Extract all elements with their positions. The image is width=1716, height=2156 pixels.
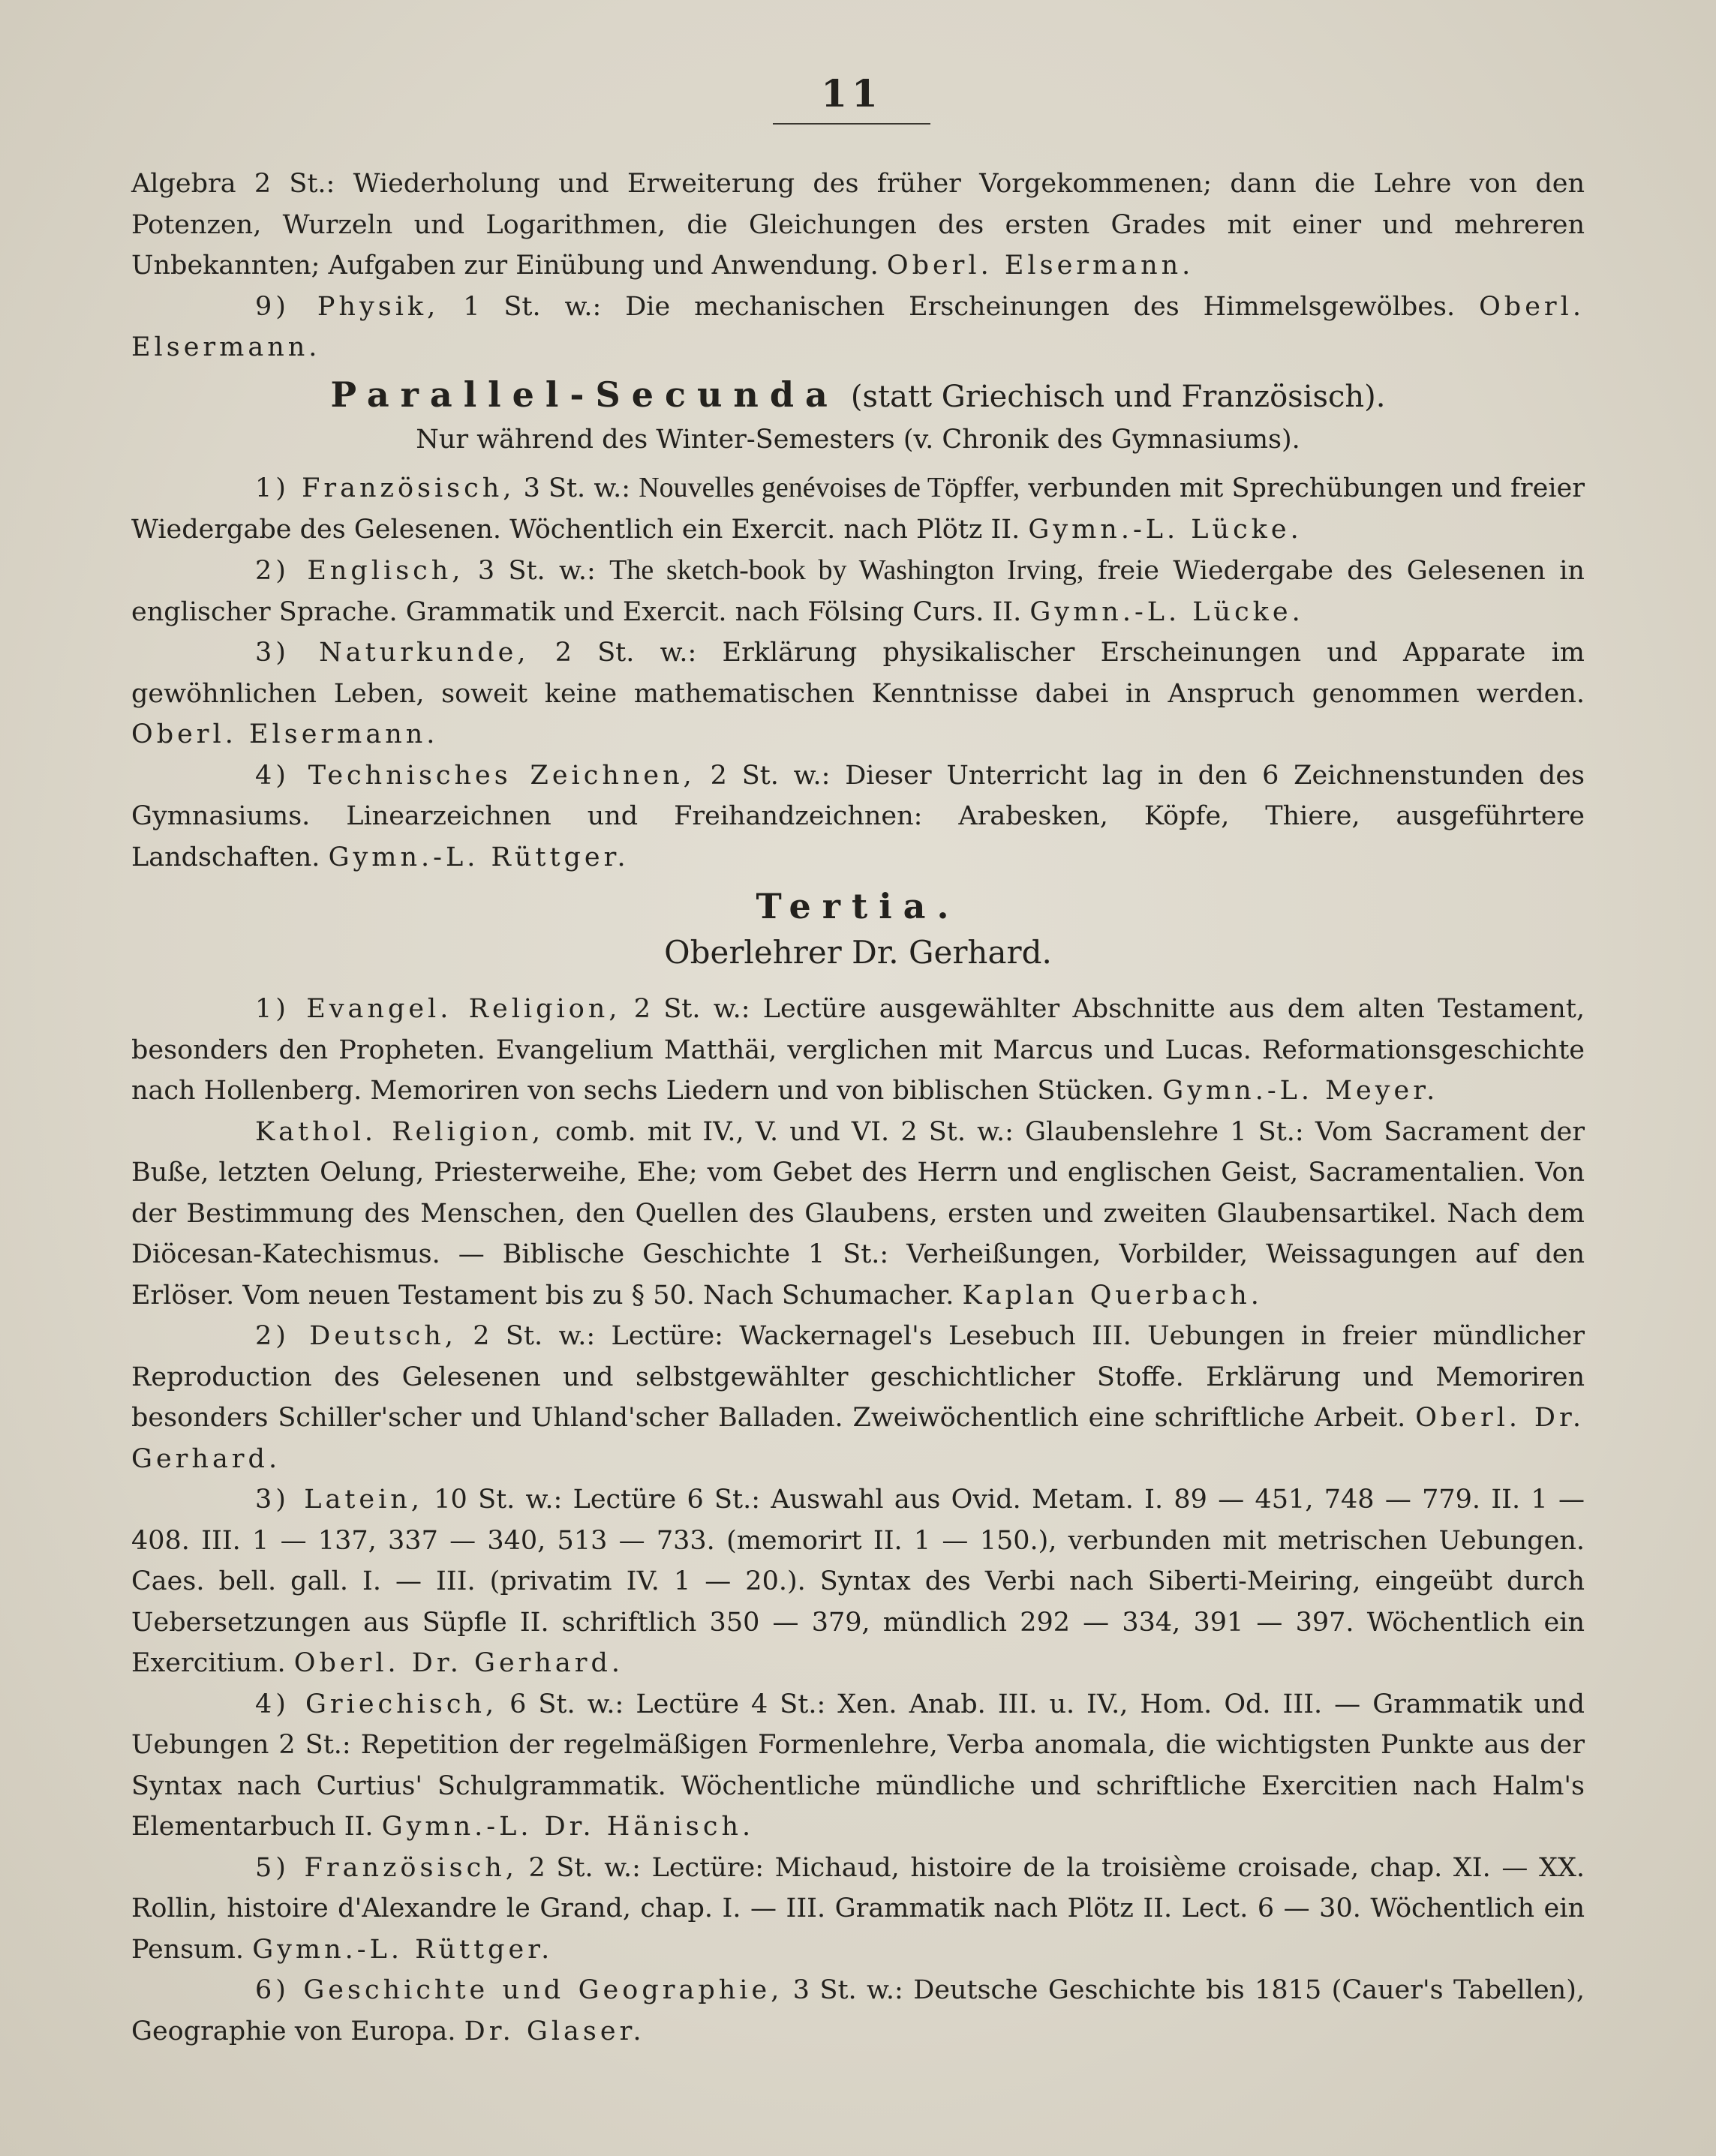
tertia-item-subject: 2) Deutsch, bbox=[255, 1321, 457, 1351]
physik-text: 1 St. w.: Die mechanischen Erscheinungen des Himmelsgewölbes. bbox=[463, 291, 1456, 322]
tertia-subtitle: Oberlehrer Dr. Gerhard. bbox=[664, 934, 1052, 971]
tertia-item-teacher: Gymn.-L. Meyer. bbox=[1162, 1076, 1439, 1106]
ps-item-hours: 2 St. w.: bbox=[710, 760, 831, 791]
tertia-item-subject: 6) Geschichte und Geographie, bbox=[255, 1975, 783, 2005]
tertia-item-subject: 1) Evangel. Religion, bbox=[255, 994, 621, 1024]
tertia-item-subject: 5) Französisch, bbox=[255, 1852, 518, 1883]
physik-teacher: Oberl. Elsermann. bbox=[131, 291, 1585, 362]
ps-item-subject: 1) Französisch, bbox=[255, 473, 515, 503]
ps-item-french bbox=[131, 467, 1585, 550]
physik-subject: 9) Physik, bbox=[255, 291, 440, 322]
tertia-item-text: 10 St. w.: Lectüre 6 St.: Auswahl aus Ovid. Metam. I. 89 — 451, 748 — 779. II. 1 — 408. III. 1 — 137, 337 — 340, 513 — 733. (memorirt II. 1 — 150.), verbunden mit metrischen Uebungen. Caes. bell. gall. I. — III. (privatim IV. 1 — 20.). Syntax des Verbi nach Siberti-Meiring, eingeübt durch Uebersetzungen aus Süpfle II. schriftlich 350 — 379, mündlich 292 — 334, 391 — 397. Wöchentlich ein Exercitium. bbox=[131, 1485, 1585, 1678]
tertia-item-ev-religion bbox=[131, 989, 1585, 1112]
ps-item-naturkunde bbox=[131, 632, 1585, 755]
physik-paragraph bbox=[131, 287, 1585, 368]
tertia-item-subject: Kathol. Religion, bbox=[255, 1116, 544, 1147]
tertia-item-latein bbox=[131, 1479, 1585, 1684]
ps-item-subject: 4) Technisches Zeichnen, bbox=[255, 760, 696, 791]
ps-item-text: freie Wiedergabe des Gelesenen in englischer Sprache. Grammatik und Exercit. nach Fölsing Curs. II. bbox=[131, 556, 1585, 627]
tertia-item-text: comb. mit IV., V. und VI. 2 St. w.: Glaubenslehre 1 St.: Vom Sacrament der Buße, letzten Oelung, Priesterweihe, Ehe; vom Gebet des Herrn und englischen Geist, Sacramentalien. Von der Bestimmung des Menschen, den Quellen des Glaubens, ersten und zweiten Glaubensartikel. Nach dem Diöcesan-Katechismus. — Biblische Geschichte 1 St.: Verheißungen, Vorbilder, Weissagungen auf den Erlöser. Vom neuen Testament bis zu § 50. Nach Schumacher. bbox=[131, 1116, 1585, 1311]
tertia-item-franzoesisch bbox=[131, 1848, 1585, 1971]
ps-item-latin-title: The sketch-book by Washington Irving, bbox=[609, 554, 1084, 586]
ps-item-latin-title: Nouvelles genévoises de Töpffer, bbox=[639, 472, 1020, 503]
tertia-item-text: 2 St. w.: Lectüre ausgewählter Abschnitte aus dem alten Testament, besonders den Propheten. Evangelium Matthäi, verglichen mit Marcus und Lucas. Reformationsgeschichte nach Hollenberg. Memoriren von sechs Liedern und von biblischen Stücken. bbox=[131, 994, 1585, 1106]
tertia-item-deutsch bbox=[131, 1316, 1585, 1479]
ps-item-text: Erklärung physikalischer Erscheinungen und Apparate im gewöhnlichen Leben, soweit keine mathematischen Kenntnisse dabei in Anspruch genommen werden. bbox=[131, 638, 1585, 709]
parallel-secunda-items bbox=[131, 467, 1585, 878]
tertia-item-text: 3 St. w.: Deutsche Geschichte bis 1815 (Cauer's Tabellen), Geographie von Europa. bbox=[131, 1975, 1585, 2046]
tertia-item-subject: 3) Latein, bbox=[255, 1485, 423, 1515]
tertia-section bbox=[131, 884, 1585, 2052]
algebra-teacher: Oberl. Elsermann. bbox=[886, 251, 1195, 281]
ps-item-text: Dieser Unterricht lag in den 6 Zeichnenstunden des Gymnasiums. Linearzeichnen und Freihandzeichnen: Arabesken, Köpfe, Thiere, ausgeführtere Landschaften. bbox=[131, 760, 1585, 872]
ps-item-text: verbunden mit Sprechübungen und freier Wiedergabe des Gelesenen. Wöchentlich ein Exercit. nach Plötz II. bbox=[131, 473, 1585, 545]
tertia-item-text: 2 St. w.: Lectüre: Michaud, histoire de la troisième croisade, chap. XI. — XX. Rollin, histoire d'Alexandre le Grand, chap. I. — III. Grammatik nach Plötz II. Lect. 6 — 30. Wöchentlich ein Pensum. bbox=[131, 1852, 1585, 1965]
top-block bbox=[131, 164, 1585, 368]
algebra-paragraph bbox=[131, 164, 1585, 287]
algebra-text: Algebra 2 St.: Wiederholung und Erweiterung des früher Vorgekommenen; dann die Lehre von den Potenzen, Wurzeln und Logarithmen, die Gleichungen des ersten Grades mit einer und mehreren Unbekannten; Aufgaben zur Einübung und Anwendung. bbox=[131, 169, 1585, 281]
ps-item-teacher: Oberl. Elsermann. bbox=[131, 719, 439, 749]
page-number: 11 bbox=[821, 71, 882, 116]
tertia-heading bbox=[131, 884, 1585, 929]
ps-item-teacher: Gymn.-L. Lücke. bbox=[1029, 596, 1304, 627]
tertia-item-griechisch bbox=[131, 1684, 1585, 1848]
ps-item-subject: 2) Englisch, bbox=[255, 556, 464, 586]
ps-item-hours: 3 St. w.: bbox=[523, 473, 631, 503]
parallel-secunda-note: (statt Griechisch und Französisch). bbox=[850, 380, 1386, 414]
tertia-item-teacher: Oberl. Dr. Gerhard. bbox=[131, 1403, 1585, 1474]
parallel-secunda-title: Parallel-Secunda bbox=[330, 374, 839, 415]
ps-item-hours: 3 St. w.: bbox=[477, 556, 596, 586]
ps-item-subject: 3) Naturkunde, bbox=[255, 638, 530, 668]
tertia-item-text: 6 St. w.: Lectüre 4 St.: Xen. Anab. III. u. IV., Hom. Od. III. — Grammatik und Uebungen 2 St.: Repetition der regelmäßigen Formenlehre, Verba anomala, die wichtigsten Punkte aus der Syntax nach Curtius' Schulgrammatik. Wöchentliche mündliche und schriftliche Exercitien nach Halm's Elementarbuch II. bbox=[131, 1689, 1585, 1842]
tertia-item-teacher: Dr. Glaser. bbox=[464, 2016, 645, 2046]
tertia-item-teacher: Oberl. Dr. Gerhard. bbox=[293, 1648, 624, 1678]
parallel-secunda-subtitle: Nur während des Winter-Semesters (v. Chronik des Gymnasiums). bbox=[416, 425, 1300, 455]
parallel-secunda-heading bbox=[131, 372, 1585, 419]
ps-item-english bbox=[131, 550, 1585, 632]
tertia-item-geschichte bbox=[131, 1970, 1585, 2052]
ps-item-teacher: Gymn.-L. Rüttger. bbox=[328, 842, 630, 872]
tertia-title: Tertia. bbox=[756, 886, 960, 926]
tertia-items bbox=[131, 989, 1585, 2052]
tertia-item-text: 2 St. w.: Lectüre: Wackernagel's Lesebuch III. Uebungen in freier mündlicher Reproduction des Gelesenen und selbstgewählter geschichtlicher Stoffe. Erklärung und Memoriren besonders Schiller'scher und Uhland'scher Balladen. Zweiwöchentlich eine schriftliche Arbeit. bbox=[131, 1321, 1585, 1433]
ps-item-hours: 2 St. w.: bbox=[554, 638, 697, 668]
tertia-item-subject: 4) Griechisch, bbox=[255, 1689, 498, 1719]
ps-item-zeichnen bbox=[131, 755, 1585, 878]
tertia-item-teacher: Gymn.-L. Rüttger. bbox=[252, 1934, 554, 1965]
ps-item-teacher: Gymn.-L. Lücke. bbox=[1028, 514, 1303, 545]
tertia-item-teacher: Kaplan Querbach. bbox=[962, 1280, 1263, 1311]
tertia-item-teacher: Gymn.-L. Dr. Hänisch. bbox=[381, 1812, 755, 1842]
tertia-item-kath-religion bbox=[131, 1112, 1585, 1317]
parallel-secunda-section bbox=[131, 372, 1585, 878]
page-number-rule bbox=[773, 123, 930, 125]
